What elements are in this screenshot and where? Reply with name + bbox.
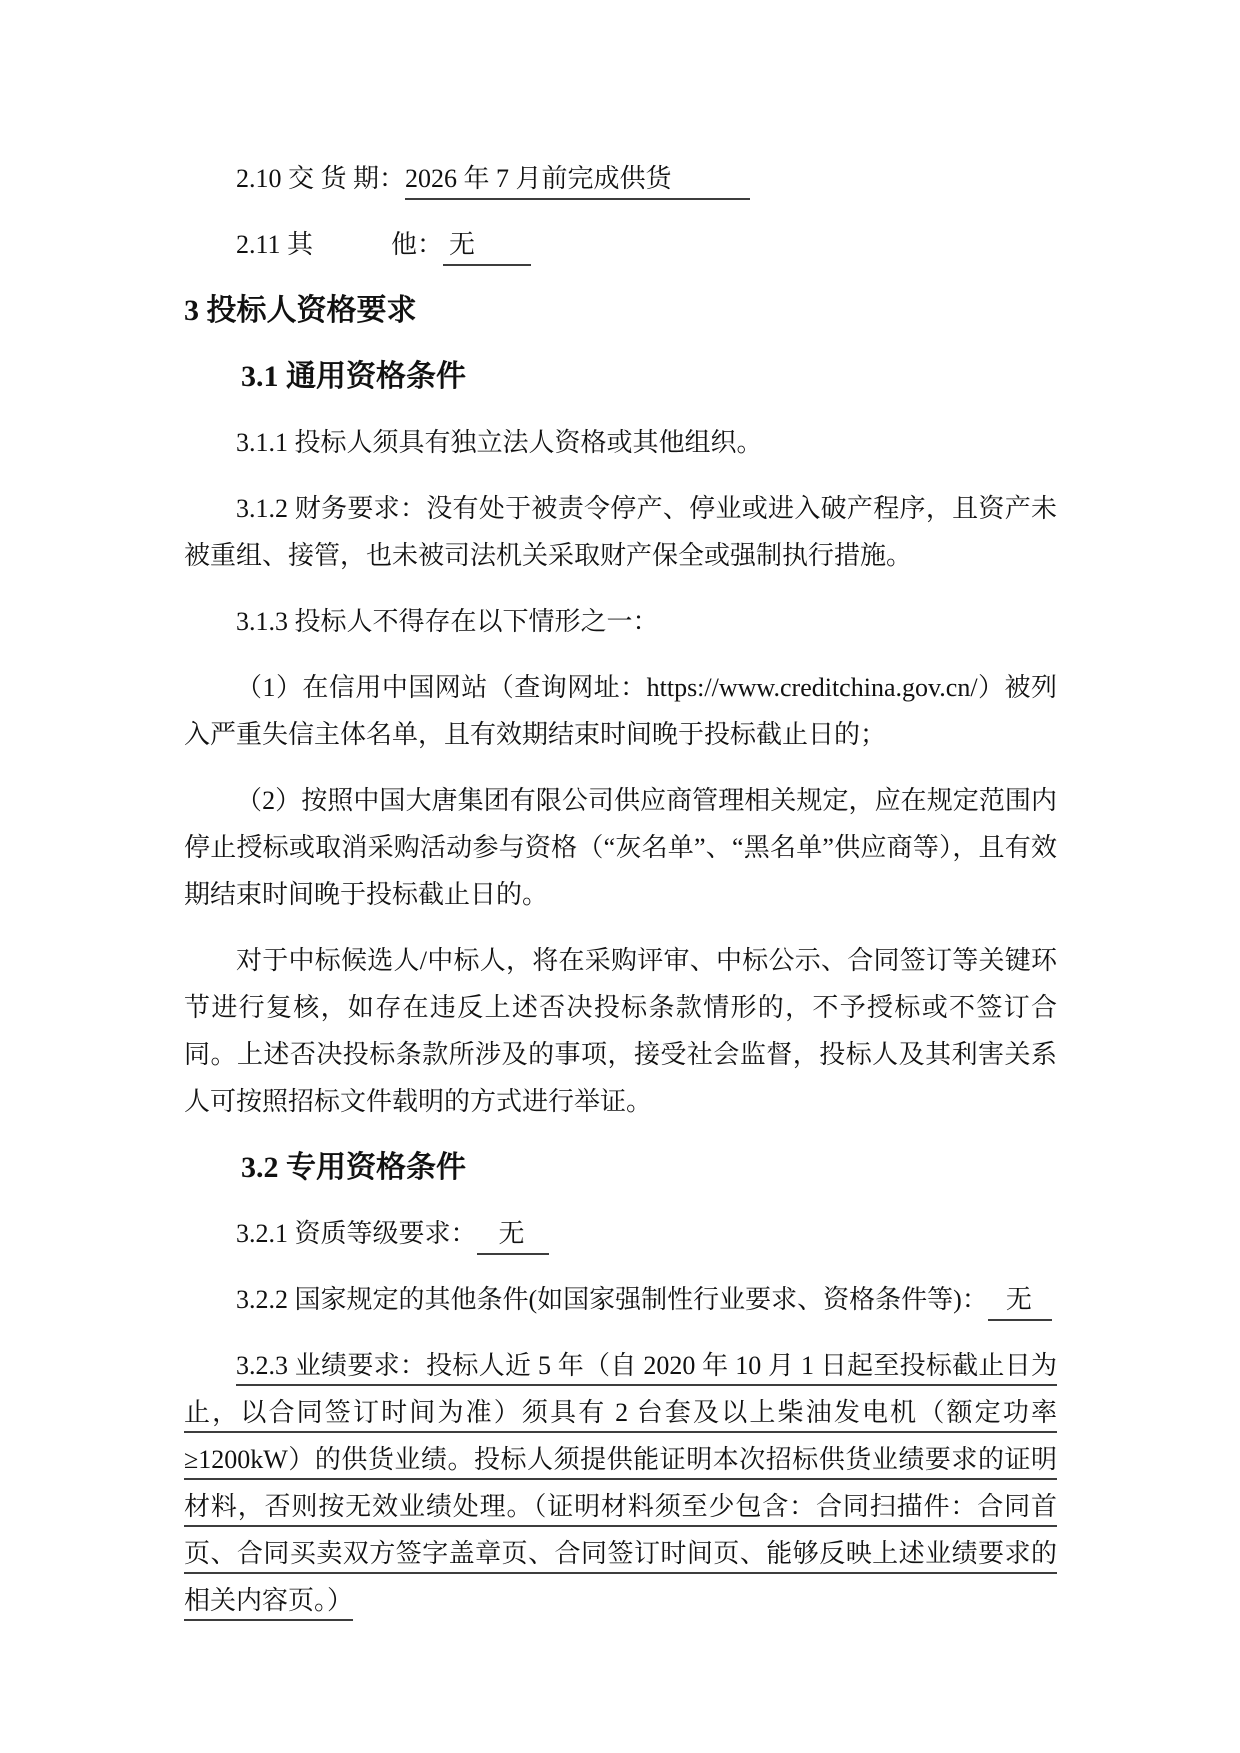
clause-3-1-3: 3.1.3 投标人不得存在以下情形之一： xyxy=(236,607,659,636)
clause-2-10 xyxy=(184,155,1057,202)
clause-3-2-2-value-underlined: 无 xyxy=(988,1285,1052,1321)
clause-2-10-value-underlined: 2026 年 7 月前完成供货 xyxy=(405,164,750,200)
clause-3-2-3 xyxy=(184,1342,1057,1624)
clause-3-2-2 xyxy=(184,1276,1057,1323)
section-3-1-heading: 3.1 通用资格条件 xyxy=(241,360,466,393)
clause-3-2-1 xyxy=(184,1210,1057,1257)
clause-3-2-3-underlined-text: 3.2.3 业绩要求：投标人近 5 年（自 2020 年 10 月 1 日起至投标截止日为止，以合同签订时间为准）须具有 2 台套及以上柴油发电机（额定功率≥1200kW）的供货业绩。投标人须提供能证明本次招标供货业绩要求的证明材料，否则按无效业绩处理。（证明材料须至少包含：合同扫描件：合同首页、合同买卖双方签字盖章页、合同签订时间页、能够反映上述业绩要求的相关内容页。） xyxy=(184,1351,1057,1615)
clause-3-2-1-value-underlined: 无 xyxy=(477,1219,549,1255)
clause-3-1-3-item-2: （2）按照中国大唐集团有限公司供应商管理相关规定，应在规定范围内停止授标或取消采购活动参与资格（“灰名单”、“黑名单”供应商等），且有效期结束时间晚于投标截止日的。 xyxy=(184,786,1057,909)
clause-2-11 xyxy=(184,221,1057,268)
clause-3-1-2: 3.1.2 财务要求：没有处于被责令停产、停业或进入破产程序，且资产未被重组、接管，也未被司法机关采取财产保全或强制执行措施。 xyxy=(184,494,1057,570)
section-3-2-heading: 3.2 专用资格条件 xyxy=(241,1151,466,1184)
clause-3-1-3-item-1: （1）在信用中国网站（查询网址：https://www.creditchina.gov.cn/）被列入严重失信主体名单，且有效期结束时间晚于投标截止日的； xyxy=(184,673,1057,749)
clause-2-11-value-underlined: 无 xyxy=(443,230,531,266)
clause-2-10-label: 2.10 交 货 期： xyxy=(236,164,406,193)
review-notice-paragraph: 对于中标候选人/中标人，将在采购评审、中标公示、合同签订等关键环节进行复核，如存在违反上述否决投标条款情形的，不予授标或不签订合同。上述否决投标条款所涉及的事项，接受社会监督，投标人及其利害关系人可按照招标文件载明的方式进行举证。 xyxy=(184,946,1057,1116)
clause-3-1-1: 3.1.1 投标人须具有独立法人资格或其他组织。 xyxy=(236,428,763,457)
clause-3-2-1-label: 3.2.1 资质等级要求： xyxy=(236,1219,477,1248)
clause-2-11-label: 2.11 其 他： xyxy=(236,230,444,259)
clause-3-2-2-label: 3.2.2 国家规定的其他条件(如国家强制性行业要求、资格条件等)： xyxy=(236,1285,988,1314)
section-3-heading: 3 投标人资格要求 xyxy=(184,294,417,327)
